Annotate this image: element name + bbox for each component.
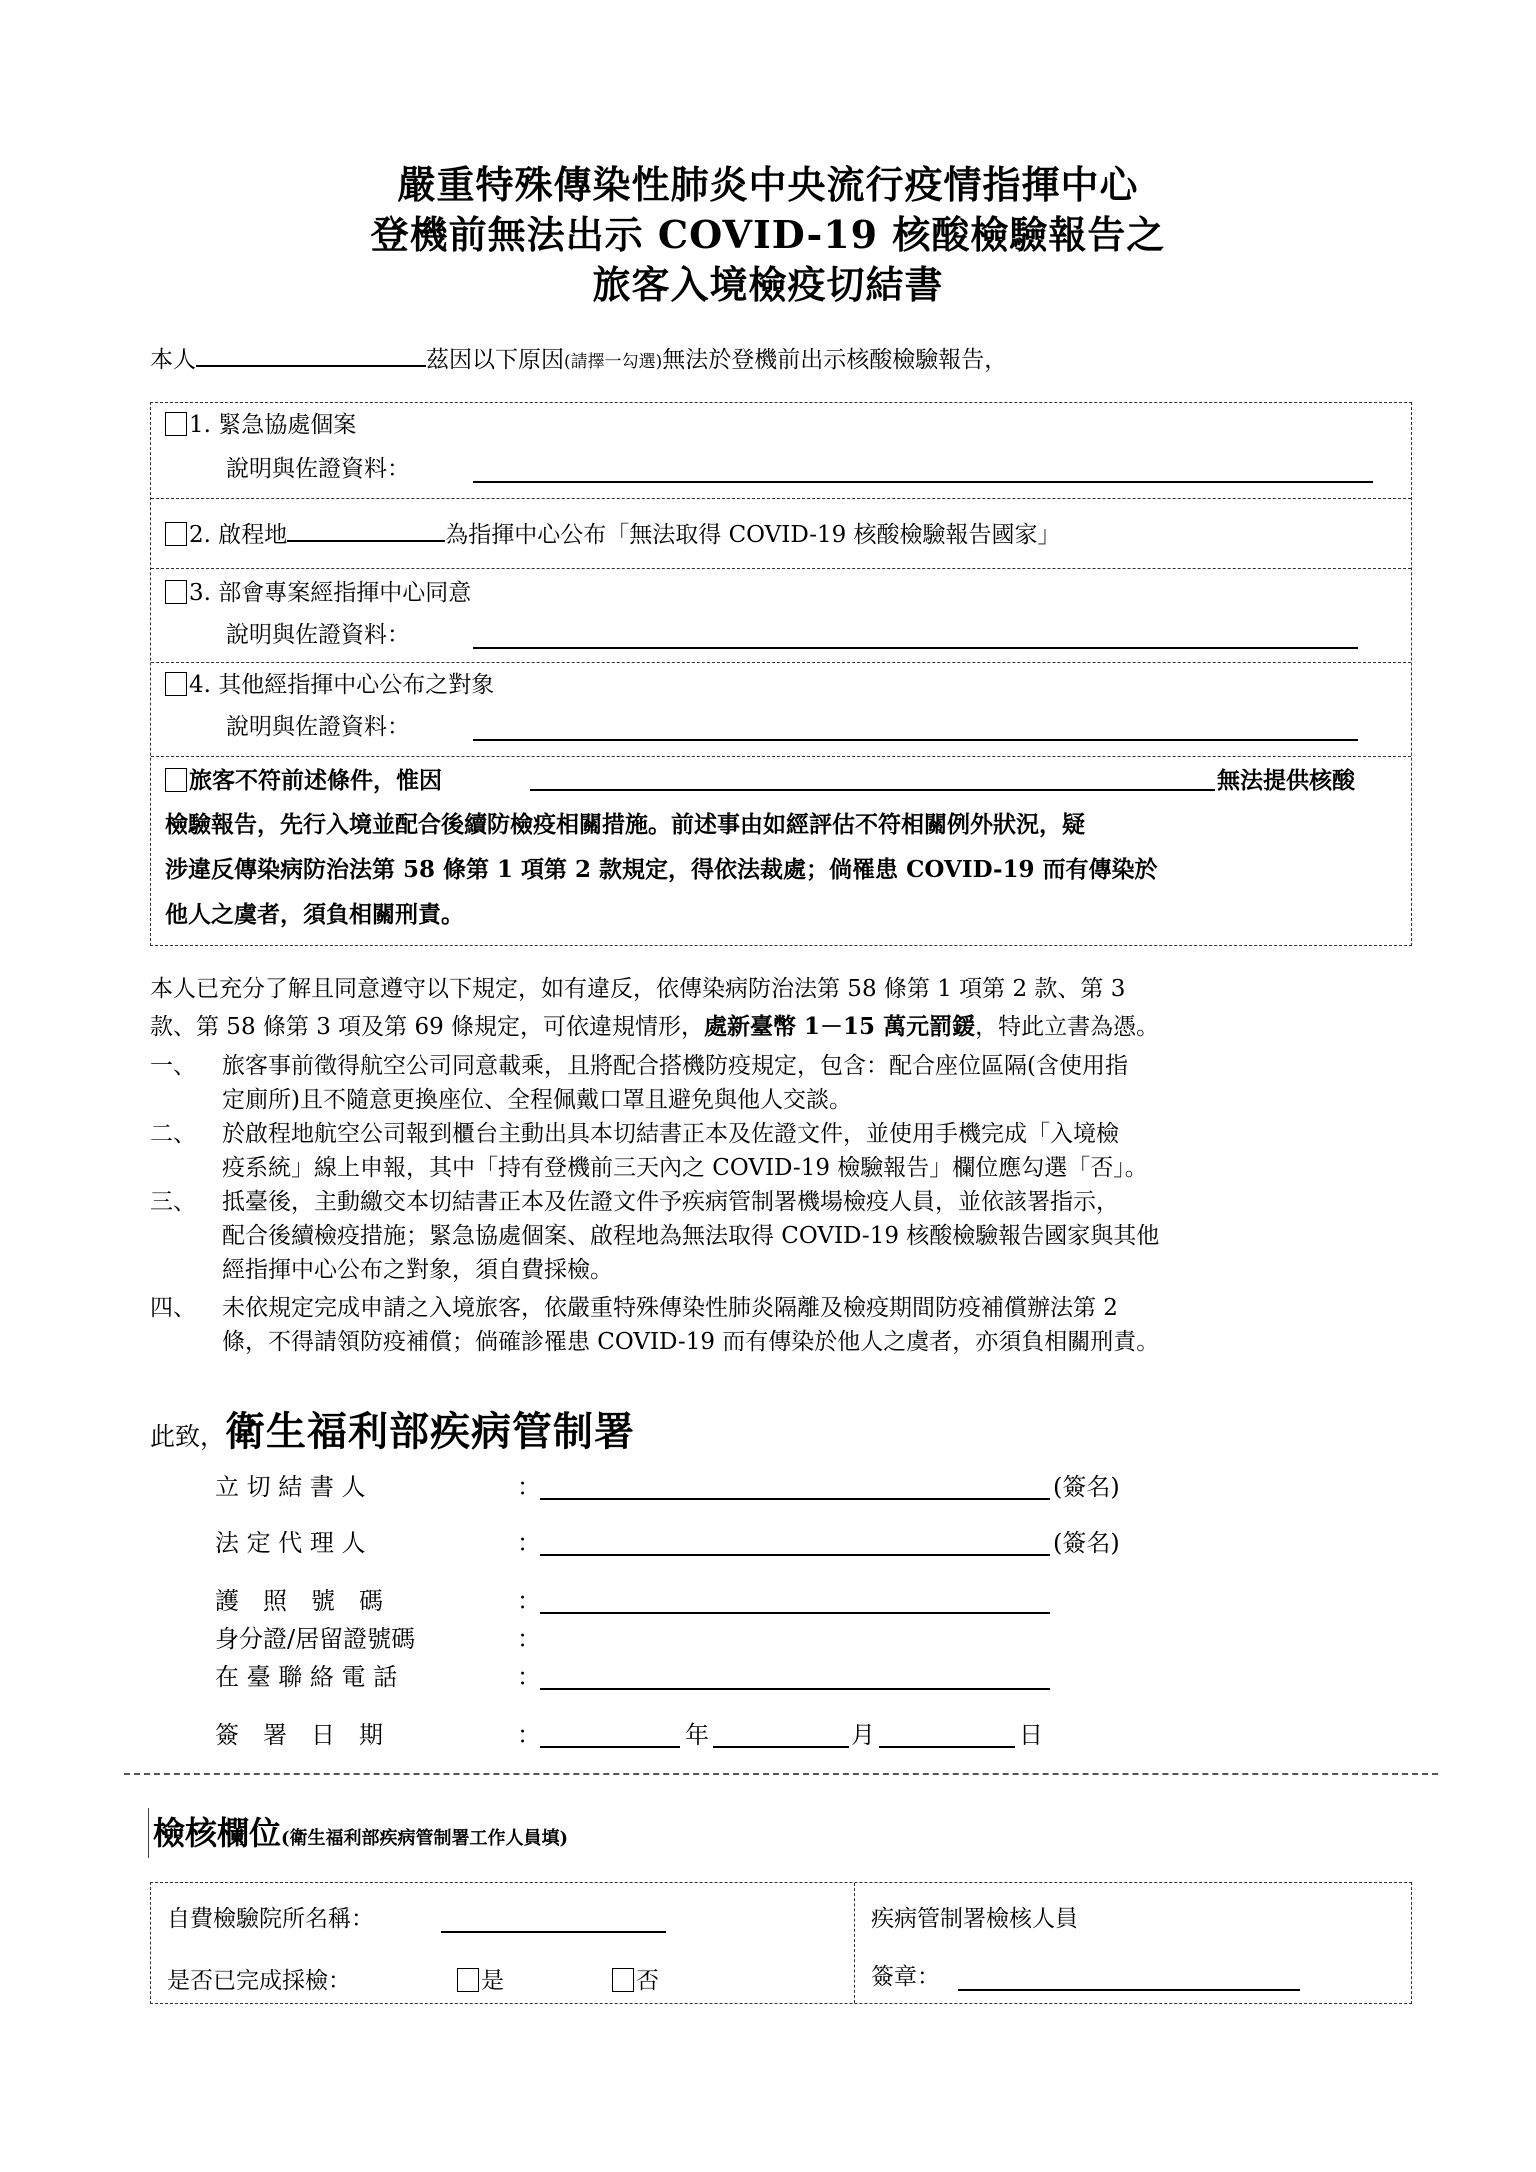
addressee-organization: 衛生福利部疾病管制署 xyxy=(225,1408,636,1455)
reason-4-label: 4. 其他經指揮中心公布之對象 xyxy=(189,672,495,698)
rule-line: 未依規定完成申請之入境旅客，依嚴重特殊傳染性肺炎隔離及檢疫期間防疫補償辦法第 2 xyxy=(222,1295,1118,1321)
sign-note: (簽名) xyxy=(1053,1529,1120,1557)
agreement-line-2 xyxy=(150,1008,1440,1046)
id-number-input[interactable] xyxy=(540,1622,1050,1650)
colon: ： xyxy=(517,1587,541,1615)
year-unit: 年 xyxy=(685,1721,709,1749)
id-label: 身分證/居留證號碼 xyxy=(215,1625,416,1653)
colon: ： xyxy=(517,1529,541,1557)
no-checkbox[interactable] xyxy=(612,1968,634,1992)
reason-2-label: 2. 啟程地 xyxy=(189,522,288,548)
rule-line: 抵臺後，主動繳交本切結書正本及佐證文件予疾病管制署機場檢疫人員，並依該署指示， xyxy=(222,1189,1119,1215)
reasons-box xyxy=(150,402,1412,946)
reason-row-3 xyxy=(151,569,1411,663)
reason-1-label: 1. 緊急協處個案 xyxy=(189,412,357,438)
reason-row-4 xyxy=(151,663,1411,757)
reason-3-explanation-input[interactable] xyxy=(473,647,1358,649)
reason-2-checkbox[interactable] xyxy=(165,522,187,546)
addressee-prefix: 此致， xyxy=(150,1422,226,1451)
agreement-line-1: 本人已充分了解且同意遵守以下規定，如有違反，依傳染病防治法第 58 條第 1 項第 2 款、第 3 xyxy=(150,976,1126,1002)
phone-label: 在 臺 聯 絡 電 話 xyxy=(215,1663,398,1691)
signer-row xyxy=(215,1470,1120,1504)
rule-number: 四、 xyxy=(150,1295,196,1321)
reason-4-explanation-input[interactable] xyxy=(473,739,1358,741)
rule-number: 三、 xyxy=(150,1189,196,1215)
no-label: 否 xyxy=(636,1968,659,1994)
reason-1-explanation-input[interactable] xyxy=(473,481,1373,483)
agreement-line-2-suffix: ，特此立書為憑。 xyxy=(975,1014,1160,1040)
reason-3-label: 3. 部會專案經指揮中心同意 xyxy=(189,580,472,606)
date-year-input[interactable] xyxy=(540,1718,680,1748)
signer-signature-input[interactable] xyxy=(540,1470,1050,1500)
review-divider xyxy=(854,1883,855,2003)
review-box xyxy=(150,1882,1412,2004)
date-month-input[interactable] xyxy=(713,1718,849,1748)
id-row xyxy=(215,1622,541,1656)
other-line4: 他人之虞者，須負相關刑責。 xyxy=(165,901,464,928)
yes-checkbox[interactable] xyxy=(457,1968,479,1992)
cut-line-divider xyxy=(124,1773,1438,1775)
other-line2: 檢驗報告，先行入境並配合後續防檢疫相關措施。前述事由如經評估不符相關例外狀況，疑 xyxy=(165,811,1085,838)
intro-prefix: 本人 xyxy=(150,347,196,373)
reason-1-checkbox[interactable] xyxy=(165,412,187,436)
review-subtitle: (衛生福利部疾病管制署工作人員填) xyxy=(281,1828,569,1849)
guardian-row xyxy=(215,1526,1120,1560)
rule-line: 疫系統」線上申報，其中「持有登機前三天內之 COVID-19 檢驗報告」欄位應勾選「否」。 xyxy=(222,1155,1148,1181)
other-reason-input[interactable] xyxy=(530,789,1215,791)
intro-note: (請擇一勾選) xyxy=(564,352,663,372)
guardian-label: 法 定 代 理 人 xyxy=(215,1529,366,1557)
yes-label: 是 xyxy=(481,1968,504,1994)
no-option[interactable] xyxy=(612,1965,659,1997)
guardian-signature-input[interactable] xyxy=(540,1526,1050,1556)
reason-4-checkbox[interactable] xyxy=(165,672,187,696)
intro-middle: 茲因以下原因 xyxy=(426,347,564,373)
explanation-label: 說明與佐證資料： xyxy=(226,622,410,648)
passport-label: 護 照 號 碼 xyxy=(215,1587,383,1615)
name-input[interactable] xyxy=(196,343,426,367)
explanation-label: 說明與佐證資料： xyxy=(226,714,410,740)
reason-other-checkbox[interactable] xyxy=(165,768,187,792)
rule-line: 於啟程地航空公司報到櫃台主動出具本切結書正本及佐證文件，並使用手機完成「入境檢 xyxy=(222,1121,1119,1147)
date-day-input[interactable] xyxy=(879,1718,1015,1748)
review-section-title xyxy=(148,1808,568,1858)
phone-row xyxy=(215,1660,541,1694)
title-line-2: 登機前無法出示 COVID-19 核酸檢驗報告之 xyxy=(370,212,1166,257)
rule-line: 經指揮中心公布之對象，須自費採檢。 xyxy=(222,1257,613,1283)
reason-row-other xyxy=(151,757,1411,945)
rule-number: 二、 xyxy=(150,1121,196,1147)
phone-input[interactable] xyxy=(540,1660,1050,1690)
intro-suffix: 無法於登機前出示核酸檢驗報告， xyxy=(662,347,1008,373)
other-line3: 涉違反傳染病防治法第 58 條第 1 項第 2 款規定，得依法裁處；倘罹患 COVID-19 而有傳染於 xyxy=(165,856,1158,883)
reviewer-stamp-input[interactable] xyxy=(958,1989,1300,1991)
colon: ： xyxy=(517,1721,541,1749)
rule-line: 定廁所)且不隨意更換座位、全程佩戴口罩且避免與他人交談。 xyxy=(222,1087,852,1113)
reviewer-label: 疾病管制署檢核人員 xyxy=(871,1906,1078,1932)
date-row xyxy=(215,1718,1043,1752)
sampling-label: 是否已完成採檢： xyxy=(167,1968,351,1994)
other-line1-suffix: 無法提供核酸 xyxy=(1217,767,1355,794)
month-unit: 月 xyxy=(851,1721,875,1749)
reason-row-1 xyxy=(151,403,1411,499)
review-title: 檢核欄位 xyxy=(153,1814,282,1852)
colon: ： xyxy=(517,1473,541,1501)
title-line-1: 嚴重特殊傳染性肺炎中央流行疫情指揮中心 xyxy=(397,162,1139,207)
yes-option[interactable] xyxy=(457,1965,504,1997)
rule-number: 一、 xyxy=(150,1053,196,1079)
agreement-line-2-prefix: 款、第 58 條第 3 項及第 69 條規定，可依違規情形， xyxy=(150,1014,705,1040)
colon: ： xyxy=(517,1663,541,1691)
day-unit: 日 xyxy=(1019,1721,1043,1749)
colon: ： xyxy=(517,1625,541,1653)
reason-row-2 xyxy=(151,499,1411,569)
title-line-3: 旅客入境檢疫切結書 xyxy=(592,262,944,307)
date-label: 簽 署 日 期 xyxy=(215,1721,383,1749)
signer-label: 立 切 結 書 人 xyxy=(215,1473,366,1501)
addressee xyxy=(150,1400,635,1457)
explanation-label: 說明與佐證資料： xyxy=(226,456,410,482)
hospital-label: 自費檢驗院所名稱： xyxy=(167,1906,374,1932)
sign-note: (簽名) xyxy=(1053,1473,1120,1501)
reason-2-description: 為指揮中心公布「無法取得 COVID-19 核酸檢驗報告國家」 xyxy=(445,522,1061,548)
hospital-name-input[interactable] xyxy=(441,1931,666,1933)
passport-row xyxy=(215,1584,541,1618)
rule-line: 條，不得請領防疫補償；倘確診罹患 COVID-19 而有傳染於他人之虞者，亦須負相關刑責。 xyxy=(222,1329,1160,1355)
rule-line: 旅客事前徵得航空公司同意載乘，且將配合搭機防疫規定，包含：配合座位區隔(含使用指 xyxy=(222,1053,1128,1079)
passport-number-input[interactable] xyxy=(540,1584,1050,1614)
rule-line: 配合後續檢疫措施；緊急協處個案、啟程地為無法取得 COVID-19 核酸檢驗報告國家與其他 xyxy=(222,1223,1160,1249)
intro-statement xyxy=(150,342,1007,380)
departure-country-input[interactable] xyxy=(287,518,445,542)
reason-3-checkbox[interactable] xyxy=(165,580,187,604)
penalty-text: 處新臺幣 1－15 萬元罰鍰 xyxy=(704,1013,976,1040)
other-line1-prefix: 旅客不符前述條件，惟因 xyxy=(189,767,442,794)
stamp-label: 簽章： xyxy=(871,1964,940,1990)
